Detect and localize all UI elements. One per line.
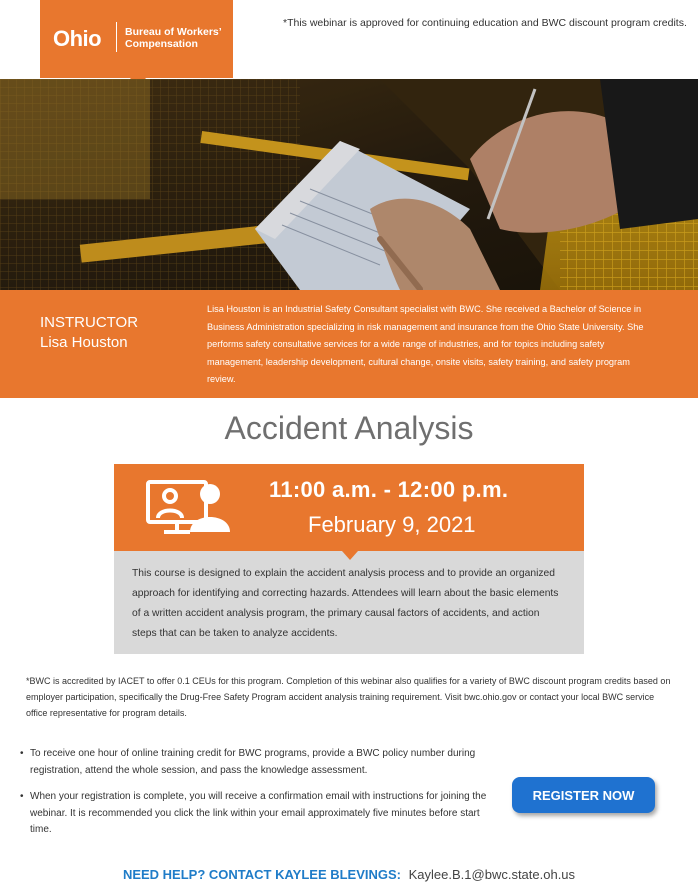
help-label: NEED HELP? CONTACT KAYLEE BLEVINGS: [122, 867, 402, 882]
help-contact [0, 867, 698, 882]
course-title: Accident Analysis [224, 410, 474, 446]
instructor-bio: Lisa Houston is an Industrial Safety Consultant specialist with BWC. She received a Bachelor of Science in Business Administration specializing in risk management and insurance from the Ohio State University. She performs safety consultative services for a wide range of industries, and for topics including safety management, leadership development, cultural change, onsite visits, safety training, and safety program review. [207, 304, 644, 384]
bwc-logo [40, 0, 233, 78]
instructor-label: INSTRUCTOR [40, 314, 139, 331]
logo-line-2: Compensation [125, 38, 198, 50]
register-now-button[interactable]: REGISTER NOW [512, 777, 655, 813]
course-description: This course is designed to explain the accident analysis process and to provide an organized approach for identifying and correcting hazards. Attendees will learn about the basic elements of a written accident analysis program, the primary causal factors of accidents, and action steps that can be taken to analyze accidents. [132, 568, 559, 639]
course-description-box [114, 551, 584, 654]
logo-line-1: Bureau of Workers’ [125, 26, 222, 38]
logo-agency-name [125, 26, 222, 50]
hero-illustration [0, 79, 698, 290]
instructor-name: Lisa Houston [40, 334, 128, 351]
instructor-band [0, 290, 698, 398]
session-time: 11:00 a.m. - 12:00 p.m. [269, 477, 509, 502]
accreditation-note: *BWC is accredited by IACET to offer 0.1 CEUs for this program. Completion of this webinar also qualifies for a variety of BWC discount program credits based on employer participation, specifically the Drug-Free Safety Program accident analysis training requirement. Visit bwc.ohio.gov or contact your local BWC service office representative for program details. [26, 676, 671, 718]
instructor-heading [40, 313, 138, 353]
logo-ohio-wordmark: Ohio [53, 26, 102, 51]
help-email-link[interactable]: Kaylee.B.1@bwc.state.oh.us [408, 867, 576, 882]
webinar-icon [146, 480, 236, 536]
hero-photo [0, 79, 698, 290]
instruction-list [20, 746, 500, 849]
list-item: • When your registration is complete, you will receive a confirmation email with instructions for joining the webinar. It is recommended you click the link within your email approximately five minutes before start time. [20, 789, 500, 839]
logo-divider [116, 22, 117, 52]
schedule-box [114, 464, 584, 551]
schedule-pointer [342, 551, 358, 560]
session-date: February 9, 2021 [308, 512, 476, 537]
ce-approval-note: *This webinar is approved for continuing education and BWC discount program credits. [283, 17, 687, 29]
list-item: • To receive one hour of online training credit for BWC programs, provide a BWC policy number during registration, attend the whole session, and pass the knowledge assessment. [20, 746, 500, 779]
